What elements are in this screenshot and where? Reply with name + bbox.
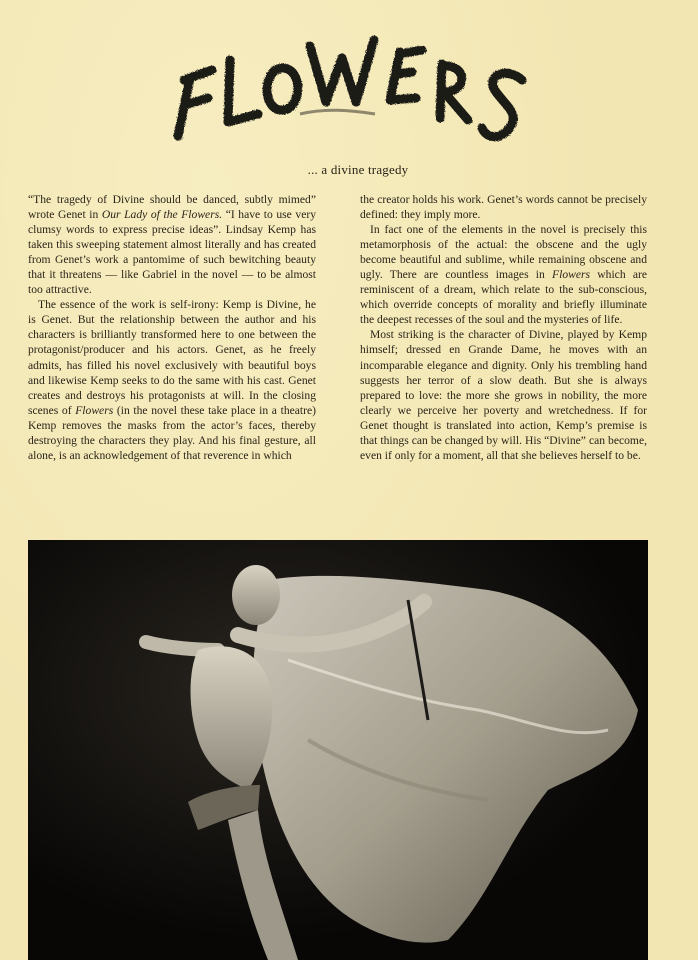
paragraph-text: “I have to use very clumsy words to express precise ideas”. Lindsay Kemp has taken this sweeping statement almost literally and has created from Genet’s work a pantomime of such bewitching beauty that it threatens — like Gabriel in the novel — to be almost too attractive. (28, 208, 316, 297)
book-title: Flowers (552, 268, 591, 282)
flowers-title-graphic (150, 18, 540, 148)
performance-photo (28, 540, 648, 960)
paragraph-text: which are reminiscent of a dream, which relate to the sub-conscious, which override concepts of morality and briefly illuminate the deepest recesses of the soul and the mysteries of life. (360, 268, 647, 327)
paragraph-text: In fact one of the elements in the novel is precisely this metamorphosis of the actual: the obscene and the ugly become beautiful and sublime, while remaining obscene and ugly. There are countless images in (360, 223, 647, 282)
paragraph-text: The essence of the work is self-irony: Kemp is Divine, he is Genet. But the relationship between the author and his characters is brilliantly transformed here to one between the protagonist/producer and his actors. Genet, as he freely admits, has filled his novel exclusively with beautiful boys and likewise Kemp seeks to do the same with his cast. Genet creates and destroys his protagonists at will. In the closing scenes of (28, 298, 316, 417)
paragraph (28, 192, 316, 297)
article-column-left (28, 192, 316, 463)
book-title: Flowers (75, 403, 114, 417)
paragraph (360, 222, 647, 327)
subtitle: ... a divine tragedy (307, 162, 409, 177)
article-column-right (360, 192, 647, 463)
paragraph-text: “The tragedy of Divine should be danced, subtly mimed” wrote Genet in (28, 193, 316, 222)
book-title: Our Lady of the Flowers. (101, 208, 223, 222)
dancer-photo-graphic (28, 540, 648, 960)
paragraph (28, 297, 316, 463)
title-lettering (150, 18, 540, 148)
paragraph: Most striking is the character of Divine, played by Kemp himself; dressed en Grande Dame, he moves with an incomparable elegance and dignity. Only his trembling hand suggests her terror of a slow death. But she is always prepared to love: the more she grows in nobility, the more clearly we perceive her poverty and wretchedness. If for Genet thought is translated into action, Kemp’s premise is that things can be changed by will. His “Divine” can become, even if only for a moment, all that she believes herself to be. (360, 328, 647, 462)
paragraph-text: (in the novel these take place in a theatre) Kemp removes the masks from the actor’s faces, thereby destroying the characters they play. And his final gesture, all alone, is an acknowledgement of that reverence in which (28, 403, 316, 462)
paragraph: the creator holds his work. Genet’s words cannot be precisely defined: they imply more. (360, 193, 647, 222)
